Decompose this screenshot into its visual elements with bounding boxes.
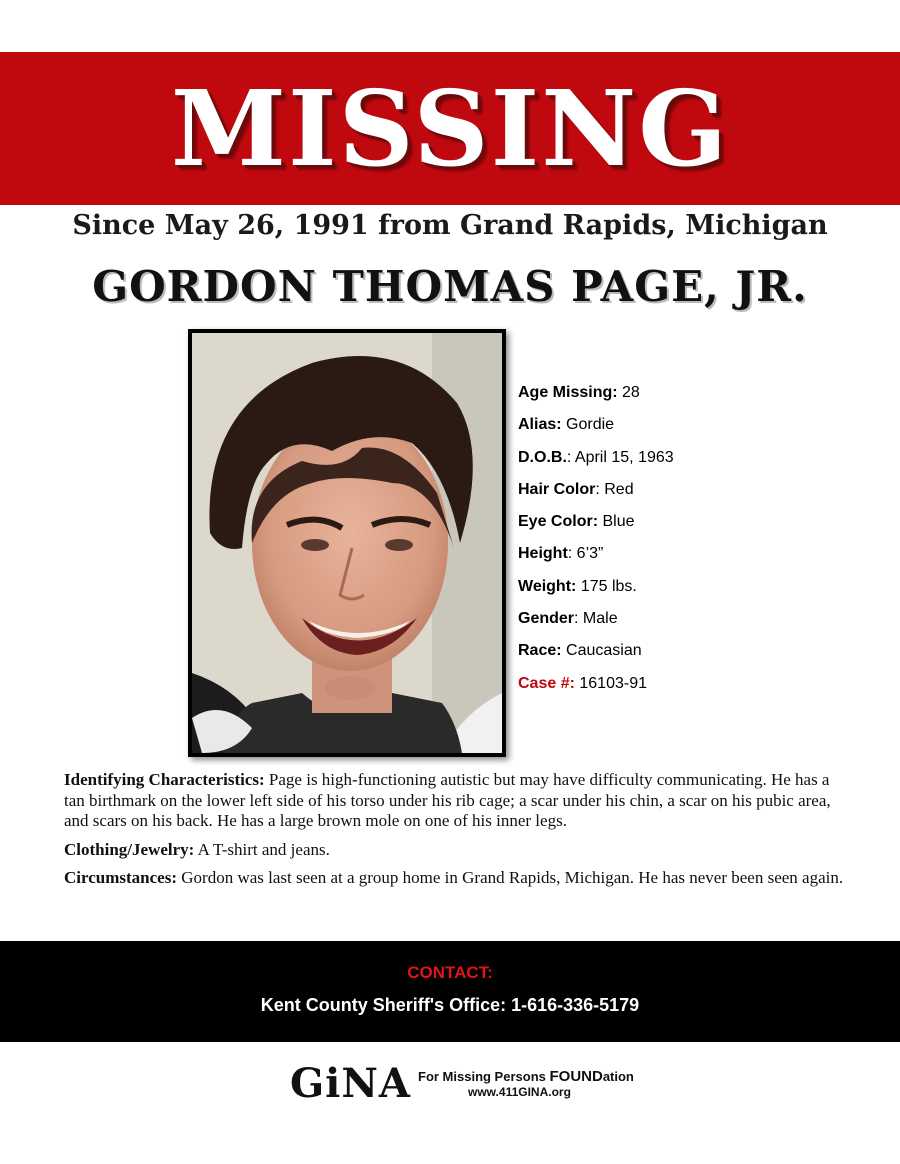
fact-label: Eye Color:: [518, 513, 599, 531]
gina-website-link[interactable]: www.411GINA.org: [468, 1085, 571, 1099]
person-name: GORDON THOMAS PAGE, JR.: [92, 262, 808, 311]
fact-label: Race:: [518, 642, 562, 660]
fact-value: Caucasian: [561, 642, 642, 660]
fact-alias: [518, 412, 674, 444]
fact-label: Hair Color: [518, 480, 596, 498]
gina-logo: GiNA: [290, 1060, 411, 1107]
fact-value: : Red: [595, 480, 634, 498]
fact-eye-color: [518, 509, 674, 541]
fact-value: : Male: [574, 610, 618, 628]
fact-label: D.O.B.: [518, 448, 567, 466]
tagline-pre: For Missing Persons: [418, 1069, 550, 1084]
circumstances-label: Circumstances:: [64, 868, 177, 887]
fact-value: 175 lbs.: [576, 577, 637, 595]
clothing-paragraph: [64, 840, 844, 861]
identifying-paragraph: [64, 770, 844, 832]
circumstances-paragraph: [64, 868, 844, 889]
identifying-label: Identifying Characteristics:: [64, 770, 265, 789]
tagline-caps: FOUND: [549, 1068, 603, 1085]
fact-label: Weight:: [518, 577, 577, 595]
clothing-text: A T-shirt and jeans.: [194, 839, 330, 859]
missing-since-line: Since May 26, 1991 from Grand Rapids, Michigan: [72, 210, 828, 241]
banner-title: MISSING: [170, 66, 730, 190]
fact-gender: [518, 606, 674, 638]
fact-weight: [518, 574, 674, 606]
tagline-post: ation: [602, 1069, 634, 1084]
identifying-text: Page is high-functioning autistic but may have difficulty communicating. He has a tan birthmark on the lower left side of his torso under his rib cage; a scar under his chin, a scar on his pubic area, and scars on his back. He has a large brown mole on one of his inner legs.: [64, 770, 831, 830]
fact-case-number: [518, 671, 674, 703]
portrait-image: [192, 333, 502, 753]
fact-value: 28: [617, 384, 640, 401]
fact-height: [518, 541, 674, 573]
fact-label: Height: [518, 545, 568, 563]
gina-footer: [290, 1062, 650, 1110]
contact-bar: [0, 941, 900, 1042]
fact-value: Blue: [598, 513, 635, 531]
fact-dob: [518, 445, 674, 477]
person-photo: [188, 329, 506, 757]
contact-phone-line: Kent County Sheriff's Office: 1-616-336-5179: [260, 995, 640, 1015]
fact-label: Age Missing:: [518, 384, 618, 401]
contact-label: CONTACT:: [407, 963, 493, 982]
missing-banner: [0, 52, 900, 205]
gina-tagline: [418, 1068, 634, 1085]
fact-value: Gordie: [561, 416, 615, 434]
clothing-label: Clothing/Jewelry:: [64, 839, 195, 859]
fact-age-missing: [518, 380, 674, 412]
fact-label: Gender: [518, 610, 575, 628]
circumstances-text: Gordon was last seen at a group home in Grand Rapids, Michigan. He has never been seen again.: [177, 868, 844, 887]
fact-value: : April 15, 1963: [566, 448, 674, 466]
fact-label: Case #:: [518, 674, 575, 692]
facts-list: [518, 380, 674, 703]
fact-label: Alias:: [518, 416, 562, 434]
fact-value: : 6’3”: [567, 545, 604, 563]
description-section: [64, 770, 844, 897]
fact-hair-color: [518, 477, 674, 509]
fact-race: [518, 638, 674, 670]
fact-value: 16103-91: [574, 674, 647, 692]
